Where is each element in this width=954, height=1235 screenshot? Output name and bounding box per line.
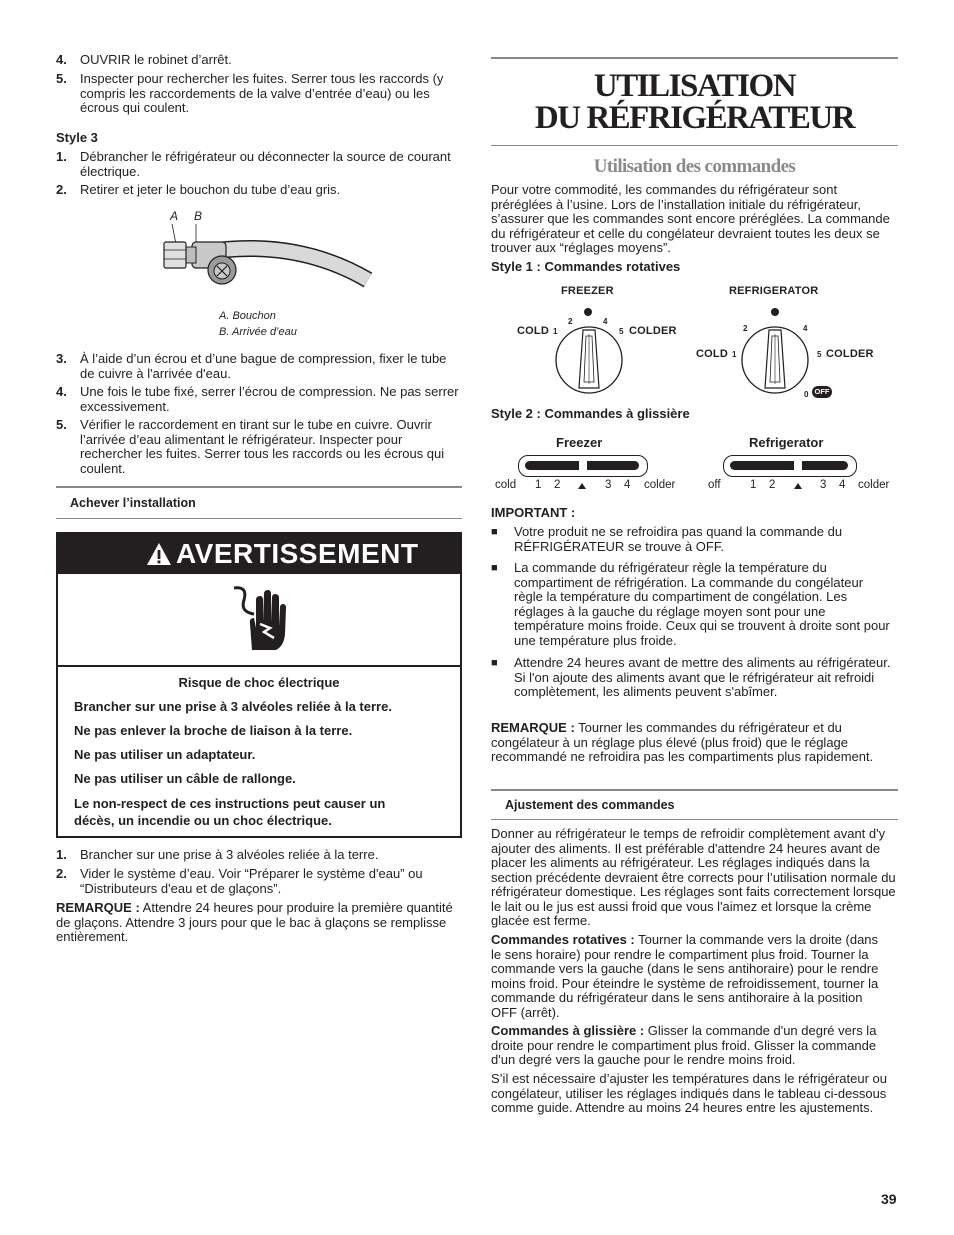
freezer-dial-title: FREEZER (561, 285, 614, 297)
step-4-mid: 4. Une fois le tube fixé, serrer l’écrou de compression. Ne pas serrer excessivement. (56, 384, 459, 414)
bullet-square-icon: ■ (491, 657, 498, 669)
step-3-mid: 3. À l’aide d’un écrou et d’une bague de compression, fixer le tube de cuivre à l'arrivée d'eau. (56, 351, 447, 381)
figure-caption-b: B. Arrivée d’eau (219, 326, 297, 338)
final-paragraph: S’il est nécessaire d’ajuster les températures dans le réfrigérateur ou congélateur, utiliser les réglages indiqués dans le tableau ci-dessous comme guide. Attendre au moins 24 heures entre les ajustements. (491, 1071, 887, 1115)
step-5-mid: 5. Vérifier le raccordement en tirant sur le tube en cuivre. Ouvrir l’arrivée d’eau alimentant le réfrigérateur. Inspecter pour rechercher les fuites. Serrer tous les raccords ou les écrous qui coulent. (56, 417, 445, 476)
rotary-paragraph: Commandes rotatives : Tourner la commande vers la droite (dans le sens horaire) pour rendre le compartiment plus froid. Tourner la commande vers la gauche (dans le sens antihoraire) pour le rendre moins froid. Pour éteindre le système de refroidissement, tourner la commande du réfrigérateur dans le sens antihoraire à la position OFF (arrêt). (491, 932, 879, 1020)
refrigerator-slider-control: Refrigerator off 1 2 3 4 colder (708, 435, 890, 491)
title-rule-bottom (491, 145, 898, 146)
adjust-paragraph: Donner au réfrigérateur le temps de refroidir complètement avant d'y ajouter des aliments. Il est préférable d'attendre 24 heures avant de placer les aliments au réfrigérateur. Les réglages indiqués dans la section précédente devraient être corrects pour l’utilisation normale du réfrigérateur domestique. Les réglages sont faits correctement lorsque le lait ou le jus est aussi froid que vous l'aimez et lorsque la crème glacée est ferme. (491, 826, 896, 928)
freezer-dial-control: FREEZER 2 4 1 5 COLD COLDER (491, 282, 691, 402)
refrigerator-dial-control: REFRIGERATOR 2 4 1 5 COLD COLDER 0 OFF (696, 285, 874, 399)
warning-box (56, 532, 462, 838)
warning-line-2: Ne pas enlever la broche de liaison à la terre. (74, 723, 353, 738)
bullet-square-icon: ■ (491, 526, 498, 538)
warning-line-4: Ne pas utiliser un câble de rallonge. (74, 771, 296, 786)
refrigerator-dial-title: REFRIGERATOR (729, 285, 819, 297)
style1-heading: Style 1 : Commandes rotatives (491, 259, 681, 274)
step-5-top: 5. Inspecter pour rechercher les fuites. Serrer tous les raccords (y compris les raccordements de la valve d’entrée d’eau) ou les écrous qui coulent. (56, 71, 444, 115)
style2-heading: Style 2 : Commandes à glissière (491, 406, 690, 421)
bullet-1: ■ Votre produit ne se refroidira pas quand la commande du RÉFRIGÉRATEUR se trouve à OFF. (491, 524, 843, 554)
right-note: REMARQUE : Tourner les commandes du réfrigérateur et du congélateur à un réglage plus élevé (plus froid) que le réglage recommandé ne refroidira pas les compartiments plus rapidement. (491, 720, 874, 764)
intro-paragraph: Pour votre commodité, les commandes du réfrigérateur sont préréglées à l’usine. Lors de l’installation initiale du réfrigérateur, s’assurer que les commandes sont encore préréglées. La commande du réfrigérateur et celle du congélateur devraient toutes les deux se trouver aux “réglages moyens”. (491, 182, 890, 255)
section-subtitle: Utilisation des commandes (593, 156, 796, 177)
bullet-square-icon: ■ (491, 562, 498, 574)
style3-heading: Style 3 (56, 130, 98, 145)
step-4-top: 4. OUVRIR le robinet d’arrêt. (56, 52, 232, 67)
refrigerator-slider-handle[interactable] (794, 461, 802, 470)
section-achever-installation: Achever l’installation (56, 486, 462, 519)
style3-step-2: 2. Retirer et jeter le bouchon du tube d’eau gris. (56, 182, 341, 197)
page-number: 39 (881, 1191, 897, 1207)
electric-shock-hand-icon (230, 584, 288, 658)
warning-header (58, 534, 460, 574)
refrigerator-dial-knob[interactable] (739, 324, 811, 396)
warning-divider (58, 665, 460, 667)
freezer-slider-control: Freezer cold 1 2 3 4 colder (495, 435, 676, 491)
warning-title: AVERTISSEMENT (176, 538, 419, 569)
left-note: REMARQUE : Attendre 24 heures pour produire la première quantité de glaçons. Attendre 3 jours pour que le bac à glaçons se remplisse entièrement. (56, 900, 453, 944)
warning-line-3: Ne pas utiliser un adaptateur. (74, 747, 256, 762)
warning-risk: Risque de choc électrique (178, 675, 340, 690)
figure-caption-a: A. Bouchon (219, 310, 276, 322)
refrigerator-off-badge: OFF (812, 386, 832, 398)
page-title: UTILISATION DU RÉFRIGÉRATEUR (534, 68, 855, 136)
figure-label-a: A (170, 209, 179, 223)
section-ajustement-commandes: Ajustement des commandes (491, 789, 898, 820)
style3-step-1: 1. Débrancher le réfrigérateur ou déconnecter la source de courant électrique. (56, 149, 451, 179)
title-rule-top (491, 57, 898, 59)
refrigerator-slider-title: Refrigerator (749, 435, 824, 450)
freezer-slider-track[interactable] (518, 455, 648, 477)
warning-triangle-icon (146, 542, 172, 566)
refrigerator-dial-indicator-dot (771, 308, 779, 316)
freezer-dial-indicator-dot (584, 308, 592, 316)
bullet-3: ■ Attendre 24 heures avant de mettre des aliments au réfrigérateur. Si l'on ajoute des aliments avant que le réfrigérateur ait refroidi complètement, les aliments peuvent s'abîmer. (491, 655, 891, 699)
refrigerator-slider-track[interactable] (723, 455, 857, 477)
figure-label-b: B (194, 209, 203, 223)
warning-consequence: Le non-respect de ces instructions peut causer un décès, un incendie ou un choc électrique. (74, 796, 386, 828)
step-1-bottom: 1. Brancher sur une prise à 3 alvéoles reliée à la terre. (56, 847, 379, 862)
freezer-dial-knob[interactable] (553, 324, 625, 396)
freezer-slider-title: Freezer (556, 435, 603, 450)
freezer-slider-handle[interactable] (579, 461, 587, 470)
warning-line-1: Brancher sur une prise à 3 alvéoles reliée à la terre. (74, 699, 392, 714)
slide-paragraph: Commandes à glissière : Glisser la commande d'un degré vers la droite pour rendre le compartiment plus froid. Glisser la commande d'un degré vers la gauche pour le rendre moins froid. (491, 1023, 877, 1067)
freezer-slider-mid-triangle-icon (578, 483, 586, 489)
tube-illustration (146, 220, 376, 302)
step-2-bottom: 2. Vider le système d’eau. Voir “Préparer le système d'eau” ou “Distributeurs d'eau et de glaçons”. (56, 866, 423, 896)
bullet-2: ■ La commande du réfrigérateur règle la température du compartiment de réfrigération. La commande du congélateur règle la température du compartiment de congélation. Les réglages à la gauche du réglage moyen sont pour une température moins froide. Ceux qui se trouvent à droite sont pour une température plus froide. (491, 560, 890, 648)
water-tube-figure (146, 206, 376, 306)
important-label: IMPORTANT : (491, 505, 576, 520)
refrigerator-slider-mid-triangle-icon (794, 483, 802, 489)
